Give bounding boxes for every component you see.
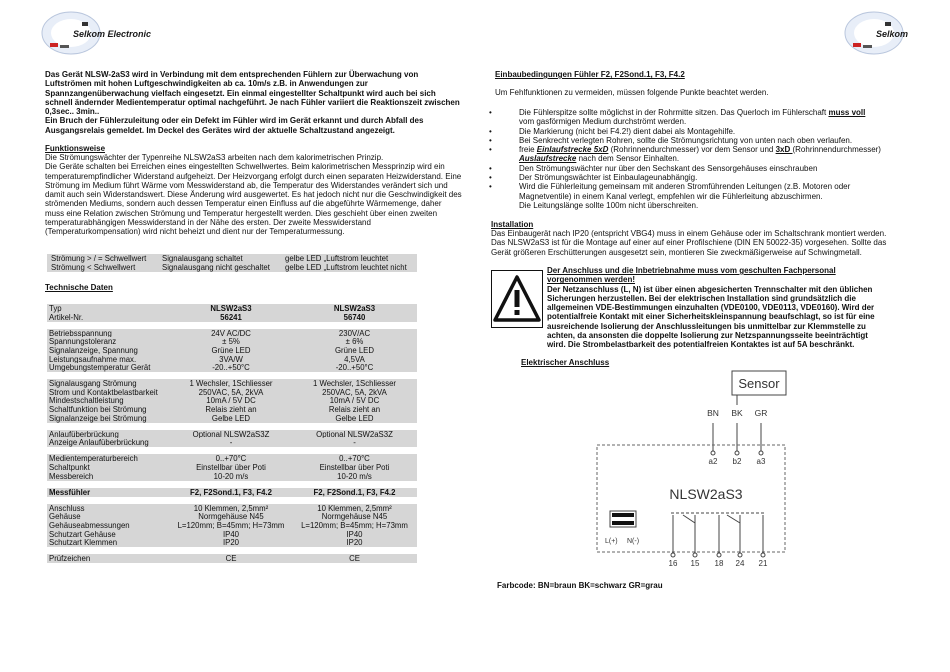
power-label-n: N(-) — [627, 538, 640, 545]
spec-label: Typ — [49, 304, 62, 313]
spec-value: 0..+70°C — [339, 454, 370, 464]
spec-value: NLSW2aS3 — [333, 304, 376, 313]
bullet-item: • Die Fühlerspitze sollte möglichst in der Rohrmitte sitzen. Das Querloch im Fühlerschaft muss voll vom gasförmigen Medium durchströmt werden. — [489, 108, 866, 127]
spec-value: 10 Klemmen, 2,5mm² — [317, 503, 392, 513]
spec-row — [47, 313, 417, 322]
spec-value: Gelbe LED — [211, 413, 251, 423]
spec-row — [47, 488, 417, 497]
spec-row — [47, 363, 417, 372]
intro-paragraph: Das Gerät NLSW-2aS3 wird in Verbindung mit dem entsprechenden Fühlern zur Überwachung von Luftströmen mit hohen Luftgeschwindigkeiten ab ca. 10m/s z.B. in Anwendungen zur Spannzangenüberwachung vielfach eingesetzt. Ein einmal eingestellter Schaltpunkt wird auch bei sich schnell ändernder Medientemperatur optimal nachgeführt. Je nach Fühler variiert die Reaktionszeit zwischen 0,3sec.. 3min.. Ein Bruch der Fühlerzuleitung oder ein Defekt im Fühler wird im Gerät erkannt und durch Abfall des Ausgangsrelais gemeldet. Im Deckel des Gerätes wird der aktuelle Schaltzustand angezeigt. — [45, 70, 460, 135]
bullet-item: • Der Strömungswächter ist Einbaulageunabhängig. — [489, 173, 698, 183]
spec-label: Medientemperaturbereich — [49, 454, 138, 464]
spec-value: Einstellbar über Poti — [319, 463, 390, 472]
funktionsweise-heading: Funktionsweise — [45, 144, 106, 153]
terminal-b2: b2 — [732, 457, 742, 466]
spec-value: -20..+50°C — [335, 363, 374, 373]
spec-label: Artikel-Nr. — [49, 312, 84, 322]
spec-label: Strom und Kontaktbelastbarkeit — [49, 387, 158, 397]
spec-value: 1 Wechsler, 1Schliesser — [189, 379, 273, 389]
switch-row: Strömung > / = Schwellwert Signalausgang schaltet gelbe LED „Luftstrom leuchtet — [47, 254, 417, 263]
wire-label-bk: BK — [731, 408, 743, 418]
terminal-21: 21 — [758, 559, 768, 568]
bullet-item: • Wird die Fühlerleitung gemeinsam mit anderen Stromführenden Leitungen (z.B. Motoren oder Magnetventile) in einem Kanal verlegt, empfehlen wir die Fühlerleitung abzuschirmen. Die Leitungslänge sollte 100m nicht überschreiten. — [489, 182, 851, 210]
sensor-label: Sensor — [738, 376, 780, 391]
spec-label: Schaltfunktion bei Strömung — [49, 405, 147, 414]
spec-value: 56241 — [220, 312, 242, 322]
spec-label: Anschluss — [49, 503, 85, 513]
spec-value: 230V/AC — [338, 328, 371, 338]
spec-label: Gehäuseabmessungen — [49, 521, 130, 530]
company-logo-right — [843, 10, 909, 56]
wire-label-gr: GR — [754, 408, 768, 418]
spec-value: Normgehäuse N45 — [198, 512, 264, 522]
einbau-heading: Einbaubedingungen Fühler F2, F2Sond.1, F3, F4.2 — [495, 70, 685, 79]
spec-label: Anzeige Anlaufüberbrückung — [49, 438, 149, 448]
spec-row — [47, 538, 417, 547]
spec-value: - — [229, 438, 233, 448]
bullet-item: • Bei Senkrecht verlegten Rohren, sollte die Strömungsrichtung von unten nach oben verlaufen. — [489, 135, 853, 145]
spec-value: Relais zieht an — [205, 405, 257, 414]
spec-value: Einstellbar über Poti — [196, 463, 266, 472]
spec-value: 10-20 m/s — [213, 471, 249, 481]
spec-label: Umgebungstemperatur Gerät — [49, 363, 151, 373]
spec-value: IP20 — [346, 538, 363, 548]
spec-value: 24V AC/DC — [211, 328, 251, 338]
spec-label: Anlaufüberbrückung — [49, 429, 119, 439]
warning-icon — [491, 270, 543, 328]
spec-value: L=120mm; B=45mm; H=73mm — [301, 521, 408, 530]
terminal-24: 24 — [735, 559, 745, 568]
spec-value: ± 6% — [345, 337, 364, 347]
device-label: NLSW2aS3 — [669, 486, 743, 502]
spec-label: Messbereich — [49, 471, 94, 481]
spec-label: Signalanzeige bei Strömung — [49, 413, 147, 423]
installation-text: Das Einbaugerät nach IP20 (entspricht VBG4) muss in einem Gehäuse oder im Schaltschrank montiert werden. Das NLSW2aS3 ist für die Montage auf einer auf einer Profilschiene (DIN EN 50022-35) vorgesehen. Sollte das Gerät größeren Erschütterungen ausgesetzt sein, montieren Sie zweckmäßigerweise auf Schwingmetall. — [491, 229, 887, 257]
spec-value: Normgehäuse N45 — [321, 512, 388, 522]
spec-value: CE — [349, 554, 360, 564]
spec-value: Gelbe LED — [335, 413, 374, 423]
spec-value: Grüne LED — [334, 345, 374, 355]
spec-value: 10mA / 5V DC — [206, 396, 256, 406]
spec-value: -20..+50°C — [212, 363, 250, 373]
bullet-item: • Die Markierung (nicht bei F4.2!) dient dabei als Montagehilfe. — [489, 126, 736, 136]
spec-label: Schutzart Gehäuse — [49, 529, 116, 539]
einbau-intro: Um Fehlfunktionen zu vermeiden, müssen folgende Punkte beachtet werden. — [495, 88, 769, 97]
terminal-a2: a2 — [708, 457, 718, 466]
spec-value: F2, F2Sond.1, F3, F4.2 — [313, 487, 396, 497]
spec-value: 250VAC, 5A, 2kVA — [322, 387, 387, 397]
spec-value: Optional NLSW2aS3Z — [192, 429, 270, 439]
spec-value: 1 Wechsler, 1Schliesser — [312, 379, 397, 389]
spec-value: 0..+70°C — [215, 454, 247, 464]
terminal-a3: a3 — [756, 457, 766, 466]
spec-label: Signalanzeige, Spannung — [49, 345, 138, 355]
spec-label: Spannungstoleranz — [49, 337, 117, 347]
sensor-box — [732, 371, 786, 395]
company-logo-left — [40, 10, 152, 56]
farbcode-note: Farbcode: BN=braun BK=schwarz GR=grau — [497, 581, 663, 590]
spec-label: Signalausgang Strömung — [49, 379, 137, 389]
spec-label: Prüfzeichen — [49, 554, 91, 564]
technische-daten-heading: Technische Daten — [45, 283, 113, 292]
spec-label: Leistungsaufnahme max. — [49, 354, 137, 364]
spec-label: Schaltpunkt — [49, 463, 90, 472]
wire-label-bn: BN — [707, 408, 719, 418]
spec-row — [47, 472, 417, 481]
spec-value: 10mA / 5V DC — [329, 396, 380, 406]
svg-text:Selkom: Selkom — [876, 29, 909, 39]
spec-value: NLSW2aS3 — [210, 304, 252, 313]
warning-block: Der Anschluss und die Inbetriebnahme muss vom geschulten Fachpersonal vorgenommen werden! Der Netzanschluss (L, N) ist über einen abgesicherten Trennschalter mit den üblichen Sicherungen herzustellen. Bei der elektrischen Installation sind grundsätzlich die allgemeinen VDE-Bestimmungen einzuhalten (VDE0100, VDE0113, VDE0160). Wird der potentialfreie Kontakt mit einer Sicherheitskleinspannung beaufschlagt, so ist für eine ausreichende Isolierung der Anschlussleitungen bis unmittelbar zur Klemmstelle zu achten, da ansonsten die doppelte Isolierung zur Netzspannungsseite beeinträchtigt wird. Die Strombelastbarkeit des potentialfreien Kontaktes ist auf 5A beschränkt. — [547, 266, 892, 350]
bullet-item: • Den Strömungswächter nur über den Sechskant des Sensorgehäuses einschrauben — [489, 163, 818, 173]
bullet-item: • freie Einlaufstrecke 5xD (Rohrinnendurchmesser) vor dem Sensor und 3xD (Rohrinnendurchmesser) Auslaufstrecke nach dem Sensor Einhalten. — [489, 145, 881, 164]
spec-value: Relais zieht an — [328, 405, 381, 414]
spec-label: Messfühler — [49, 487, 91, 497]
spec-value: 250VAC, 5A, 2kVA — [198, 387, 264, 397]
spec-row — [47, 414, 417, 423]
einbau-bullets — [489, 108, 909, 210]
switch-row: Strömung < Schwellwert Signalausgang nicht geschaltet gelbe LED „Luftstrom leuchtet nicht — [47, 263, 417, 272]
warning-title: Der Anschluss und die Inbetriebnahme muss vom geschulten Fachpersonal vorgenommen werden! — [547, 266, 836, 285]
spec-value: Grüne LED — [211, 345, 251, 355]
spec-value: Optional NLSW2aS3Z — [316, 429, 393, 439]
spec-value: CE — [225, 554, 237, 564]
spec-label: Mindestschaltleistung — [49, 396, 124, 406]
spec-value: IP40 — [346, 529, 363, 539]
wiring-diagram — [585, 365, 790, 575]
power-label-l: L(+) — [605, 538, 618, 545]
terminal-18: 18 — [714, 559, 724, 568]
installation-heading: Installation — [491, 220, 534, 229]
spec-label: Betriebsspannung — [49, 328, 112, 338]
logo-text: Selkom Electronic — [73, 29, 152, 39]
spec-value: 10 Klemmen, 2,5mm² — [193, 503, 269, 513]
spec-row — [47, 554, 417, 563]
elektrischer-anschluss-heading: Elektrischer Anschluss — [521, 358, 610, 367]
spec-value: 56740 — [343, 312, 366, 322]
terminal-15: 15 — [690, 559, 700, 568]
spec-value: F2, F2Sond.1, F3, F4.2 — [190, 487, 272, 497]
spec-label: Schutzart Klemmen — [49, 538, 118, 548]
spec-value: - — [353, 438, 356, 448]
spec-value: 3VA/W — [219, 354, 243, 364]
spec-value: ± 5% — [222, 337, 240, 347]
terminal-16: 16 — [668, 559, 678, 568]
spec-value: L=120mm; B=45mm; H=73mm — [177, 521, 285, 530]
funktionsweise-text: Die Strömungswächter der Typenreihe NLSW2aS3 arbeiten nach dem kalorimetrischen Prinzip. Die Geräte schalten bei Erreichen eines eingestellten Schwellwertes. Beim kalorimetrischen Messprinzip wird ein temperaturempfindlicher Widerstand aufgeheizt. Der Heizvorgang erfolgt durch einen separaten Heizwiderstand. Eine Strömung im Medium führt Wärme vom Messwiderstand ab, die Temperatur des Widerstandes verändert sich und damit auch sein Widerstandswert. Diese Änderung wird ausgewertet. Es hat jedoch nicht nur die Geschwindigkeit des strömenden Mediums, sondern auch dessen Temperatur einen Einfluss auf die abgeführte Wärmemenge, daher muss eine Relation zwischen Strömung und Temperatur hergestellt werden. Dies geschieht über einen zweiten temperaturabhängigen Messwiderstand in der Nähe des ersten. Der zweite Messwiderstand (Temperaturkompensation) wird nicht beheizt und dient nur der Temperaturmessung. — [45, 153, 462, 237]
spec-value: IP40 — [222, 529, 240, 539]
spec-value: 10-20 m/s — [337, 471, 372, 481]
spec-value: 4,5VA — [344, 354, 365, 364]
spec-value: IP20 — [222, 538, 240, 548]
spec-label: Gehäuse — [49, 512, 81, 522]
spec-row — [47, 438, 417, 447]
